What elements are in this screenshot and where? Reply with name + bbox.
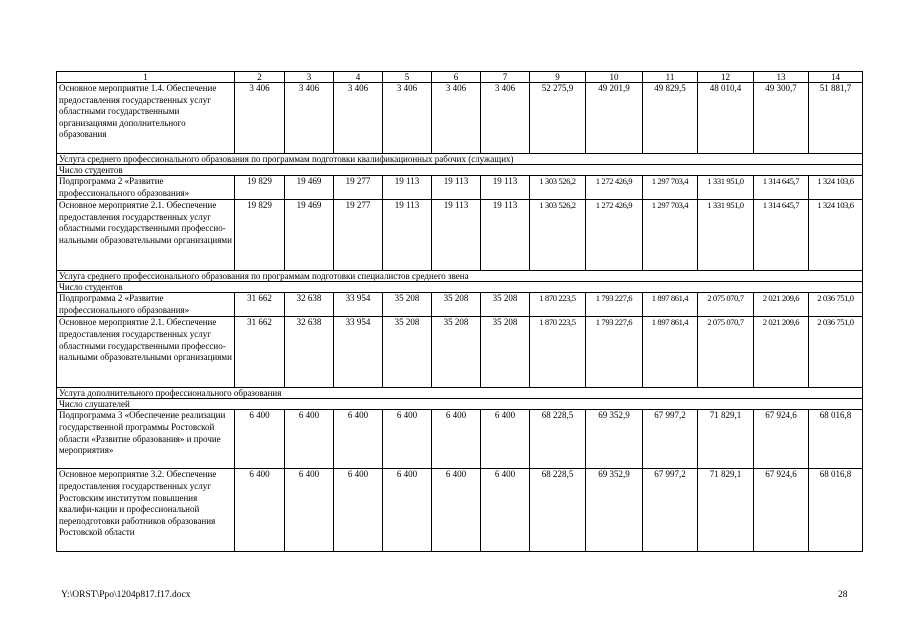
- value-cell: 2 075 070,7: [698, 293, 754, 317]
- value-cell: 68 016,8: [809, 410, 863, 469]
- value-cell: 2 021 209,6: [754, 317, 809, 388]
- value-cell: 35 208: [432, 293, 481, 317]
- column-number-cell: 11: [643, 72, 698, 83]
- table-row: [57, 176, 863, 200]
- value-cell: 6 400: [285, 410, 334, 469]
- column-number-cell: 10: [586, 72, 643, 83]
- value-cell: 6 400: [481, 410, 530, 469]
- section-title: Услуга дополнительного профессионального образования: [57, 388, 863, 399]
- table-row: [57, 83, 863, 154]
- value-cell: 19 277: [334, 176, 383, 200]
- value-cell: 6 400: [334, 469, 383, 552]
- value-cell: 1 303 526,2: [530, 200, 586, 271]
- value-cell: 1 897 861,4: [643, 317, 698, 388]
- row-name-cell: Основное мероприятие 1.4. Обеспечение предоставления государственных услуг областными государственными организациями дополнительного образования: [57, 83, 235, 154]
- table-row: [57, 317, 863, 388]
- value-cell: 1 331 951,0: [698, 200, 754, 271]
- value-cell: 1 324 103,6: [809, 200, 863, 271]
- value-cell: 19 829: [235, 176, 285, 200]
- value-cell: 33 954: [334, 293, 383, 317]
- value-cell: 31 662: [235, 317, 285, 388]
- row-name-cell: Основное мероприятие 2.1. Обеспечение предоставления государственных услуг областными государственными профессио-нальными образовательными организациями: [57, 200, 235, 271]
- value-cell: 49 829,5: [643, 83, 698, 154]
- section-row: [57, 388, 863, 399]
- column-number-cell: 5: [383, 72, 432, 83]
- value-cell: 19 277: [334, 200, 383, 271]
- value-cell: 1 793 227,6: [586, 317, 643, 388]
- value-cell: 6 400: [235, 469, 285, 552]
- value-cell: 19 113: [432, 200, 481, 271]
- value-cell: 3 406: [383, 83, 432, 154]
- value-cell: 49 201,9: [586, 83, 643, 154]
- value-cell: 68 016,8: [809, 469, 863, 552]
- value-cell: 71 829,1: [698, 410, 754, 469]
- footer-file-path: Y:\ORST\Ppo\1204p817.f17.docx: [61, 590, 191, 600]
- section-row: [57, 271, 863, 282]
- value-cell: 68 228,5: [530, 469, 586, 552]
- value-cell: 48 010,4: [698, 83, 754, 154]
- value-cell: 67 997,2: [643, 410, 698, 469]
- value-cell: 35 208: [481, 317, 530, 388]
- value-cell: 19 113: [432, 176, 481, 200]
- value-cell: 32 638: [285, 293, 334, 317]
- value-cell: 52 275,9: [530, 83, 586, 154]
- value-cell: 1 870 223,5: [530, 293, 586, 317]
- section-row: [57, 399, 863, 410]
- value-cell: 6 400: [432, 410, 481, 469]
- value-cell: 6 400: [285, 469, 334, 552]
- column-number-row: [57, 72, 863, 83]
- value-cell: 3 406: [235, 83, 285, 154]
- section-row: [57, 154, 863, 165]
- value-cell: 67 924,6: [754, 410, 809, 469]
- section-row: [57, 165, 863, 176]
- value-cell: 69 352,9: [586, 410, 643, 469]
- row-name-cell: Подпрограмма 3 «Обеспечение реализации государственной программы Ростовской области «Развитие образования» и прочие мероприятия»: [57, 410, 235, 469]
- section-row: [57, 282, 863, 293]
- column-number-cell: 3: [285, 72, 334, 83]
- value-cell: 1 272 426,9: [586, 200, 643, 271]
- value-cell: 19 469: [285, 176, 334, 200]
- table-row: [57, 200, 863, 271]
- value-cell: 1 303 526,2: [530, 176, 586, 200]
- value-cell: 6 400: [334, 410, 383, 469]
- section-title: Число студентов: [57, 282, 863, 293]
- value-cell: 33 954: [334, 317, 383, 388]
- section-title: Услуга среднего профессионального образования по программам подготовки специалистов среднего звена: [57, 271, 863, 282]
- value-cell: 35 208: [481, 293, 530, 317]
- column-number-cell: 13: [754, 72, 809, 83]
- value-cell: 1 297 703,4: [643, 200, 698, 271]
- row-name-cell: Основное мероприятие 2.1. Обеспечение предоставления государственных услуг областными государственными профессио-нальными образовательными организациями: [57, 317, 235, 388]
- column-number-cell: 2: [235, 72, 285, 83]
- value-cell: 1 870 223,5: [530, 317, 586, 388]
- value-cell: 69 352,9: [586, 469, 643, 552]
- value-cell: 67 924,6: [754, 469, 809, 552]
- value-cell: 6 400: [383, 469, 432, 552]
- column-number-cell: 1: [57, 72, 235, 83]
- table-row: [57, 410, 863, 469]
- value-cell: 19 113: [481, 176, 530, 200]
- value-cell: 3 406: [334, 83, 383, 154]
- value-cell: 19 469: [285, 200, 334, 271]
- value-cell: 2 036 751,0: [809, 317, 863, 388]
- value-cell: 1 297 703,4: [643, 176, 698, 200]
- value-cell: 67 997,2: [643, 469, 698, 552]
- value-cell: 1 324 103,6: [809, 176, 863, 200]
- row-name-cell: Подпрограмма 2 «Развитие профессионального образования»: [57, 293, 235, 317]
- value-cell: 1 272 426,9: [586, 176, 643, 200]
- value-cell: 68 228,5: [530, 410, 586, 469]
- value-cell: 3 406: [432, 83, 481, 154]
- budget-table: [56, 71, 863, 552]
- value-cell: 19 113: [383, 176, 432, 200]
- value-cell: 2 036 751,0: [809, 293, 863, 317]
- column-number-cell: 12: [698, 72, 754, 83]
- value-cell: 1 793 227,6: [586, 293, 643, 317]
- value-cell: 19 113: [383, 200, 432, 271]
- value-cell: 1 314 645,7: [754, 200, 809, 271]
- value-cell: 3 406: [285, 83, 334, 154]
- column-number-cell: 14: [809, 72, 863, 83]
- value-cell: 19 829: [235, 200, 285, 271]
- value-cell: 32 638: [285, 317, 334, 388]
- section-title: Число студентов: [57, 165, 863, 176]
- section-title: Число слушателей: [57, 399, 863, 410]
- value-cell: 2 075 070,7: [698, 317, 754, 388]
- value-cell: 6 400: [383, 410, 432, 469]
- row-name-cell: Основное мероприятие 3.2. Обеспечение предоставления государственных услуг Ростовским институтом повышения квалифи-кации и профессиональной переподготовки работников образования Ростовской области: [57, 469, 235, 552]
- value-cell: 2 021 209,6: [754, 293, 809, 317]
- value-cell: 35 208: [432, 317, 481, 388]
- value-cell: 35 208: [383, 293, 432, 317]
- column-number-cell: 6: [432, 72, 481, 83]
- value-cell: 3 406: [481, 83, 530, 154]
- value-cell: 31 662: [235, 293, 285, 317]
- table-row: [57, 469, 863, 552]
- table-row: [57, 293, 863, 317]
- value-cell: 1 897 861,4: [643, 293, 698, 317]
- column-number-cell: 9: [530, 72, 586, 83]
- value-cell: 49 300,7: [754, 83, 809, 154]
- value-cell: 19 113: [481, 200, 530, 271]
- row-name-cell: Подпрограмма 2 «Развитие профессионального образования»: [57, 176, 235, 200]
- value-cell: 51 881,7: [809, 83, 863, 154]
- value-cell: 1 331 951,0: [698, 176, 754, 200]
- page-number: 28: [838, 590, 848, 600]
- column-number-cell: 7: [481, 72, 530, 83]
- column-number-cell: 4: [334, 72, 383, 83]
- value-cell: 1 314 645,7: [754, 176, 809, 200]
- value-cell: 6 400: [235, 410, 285, 469]
- value-cell: 71 829,1: [698, 469, 754, 552]
- section-title: Услуга среднего профессионального образования по программам подготовки квалификационных рабочих (служащих): [57, 154, 863, 165]
- value-cell: 6 400: [432, 469, 481, 552]
- value-cell: 35 208: [383, 317, 432, 388]
- value-cell: 6 400: [481, 469, 530, 552]
